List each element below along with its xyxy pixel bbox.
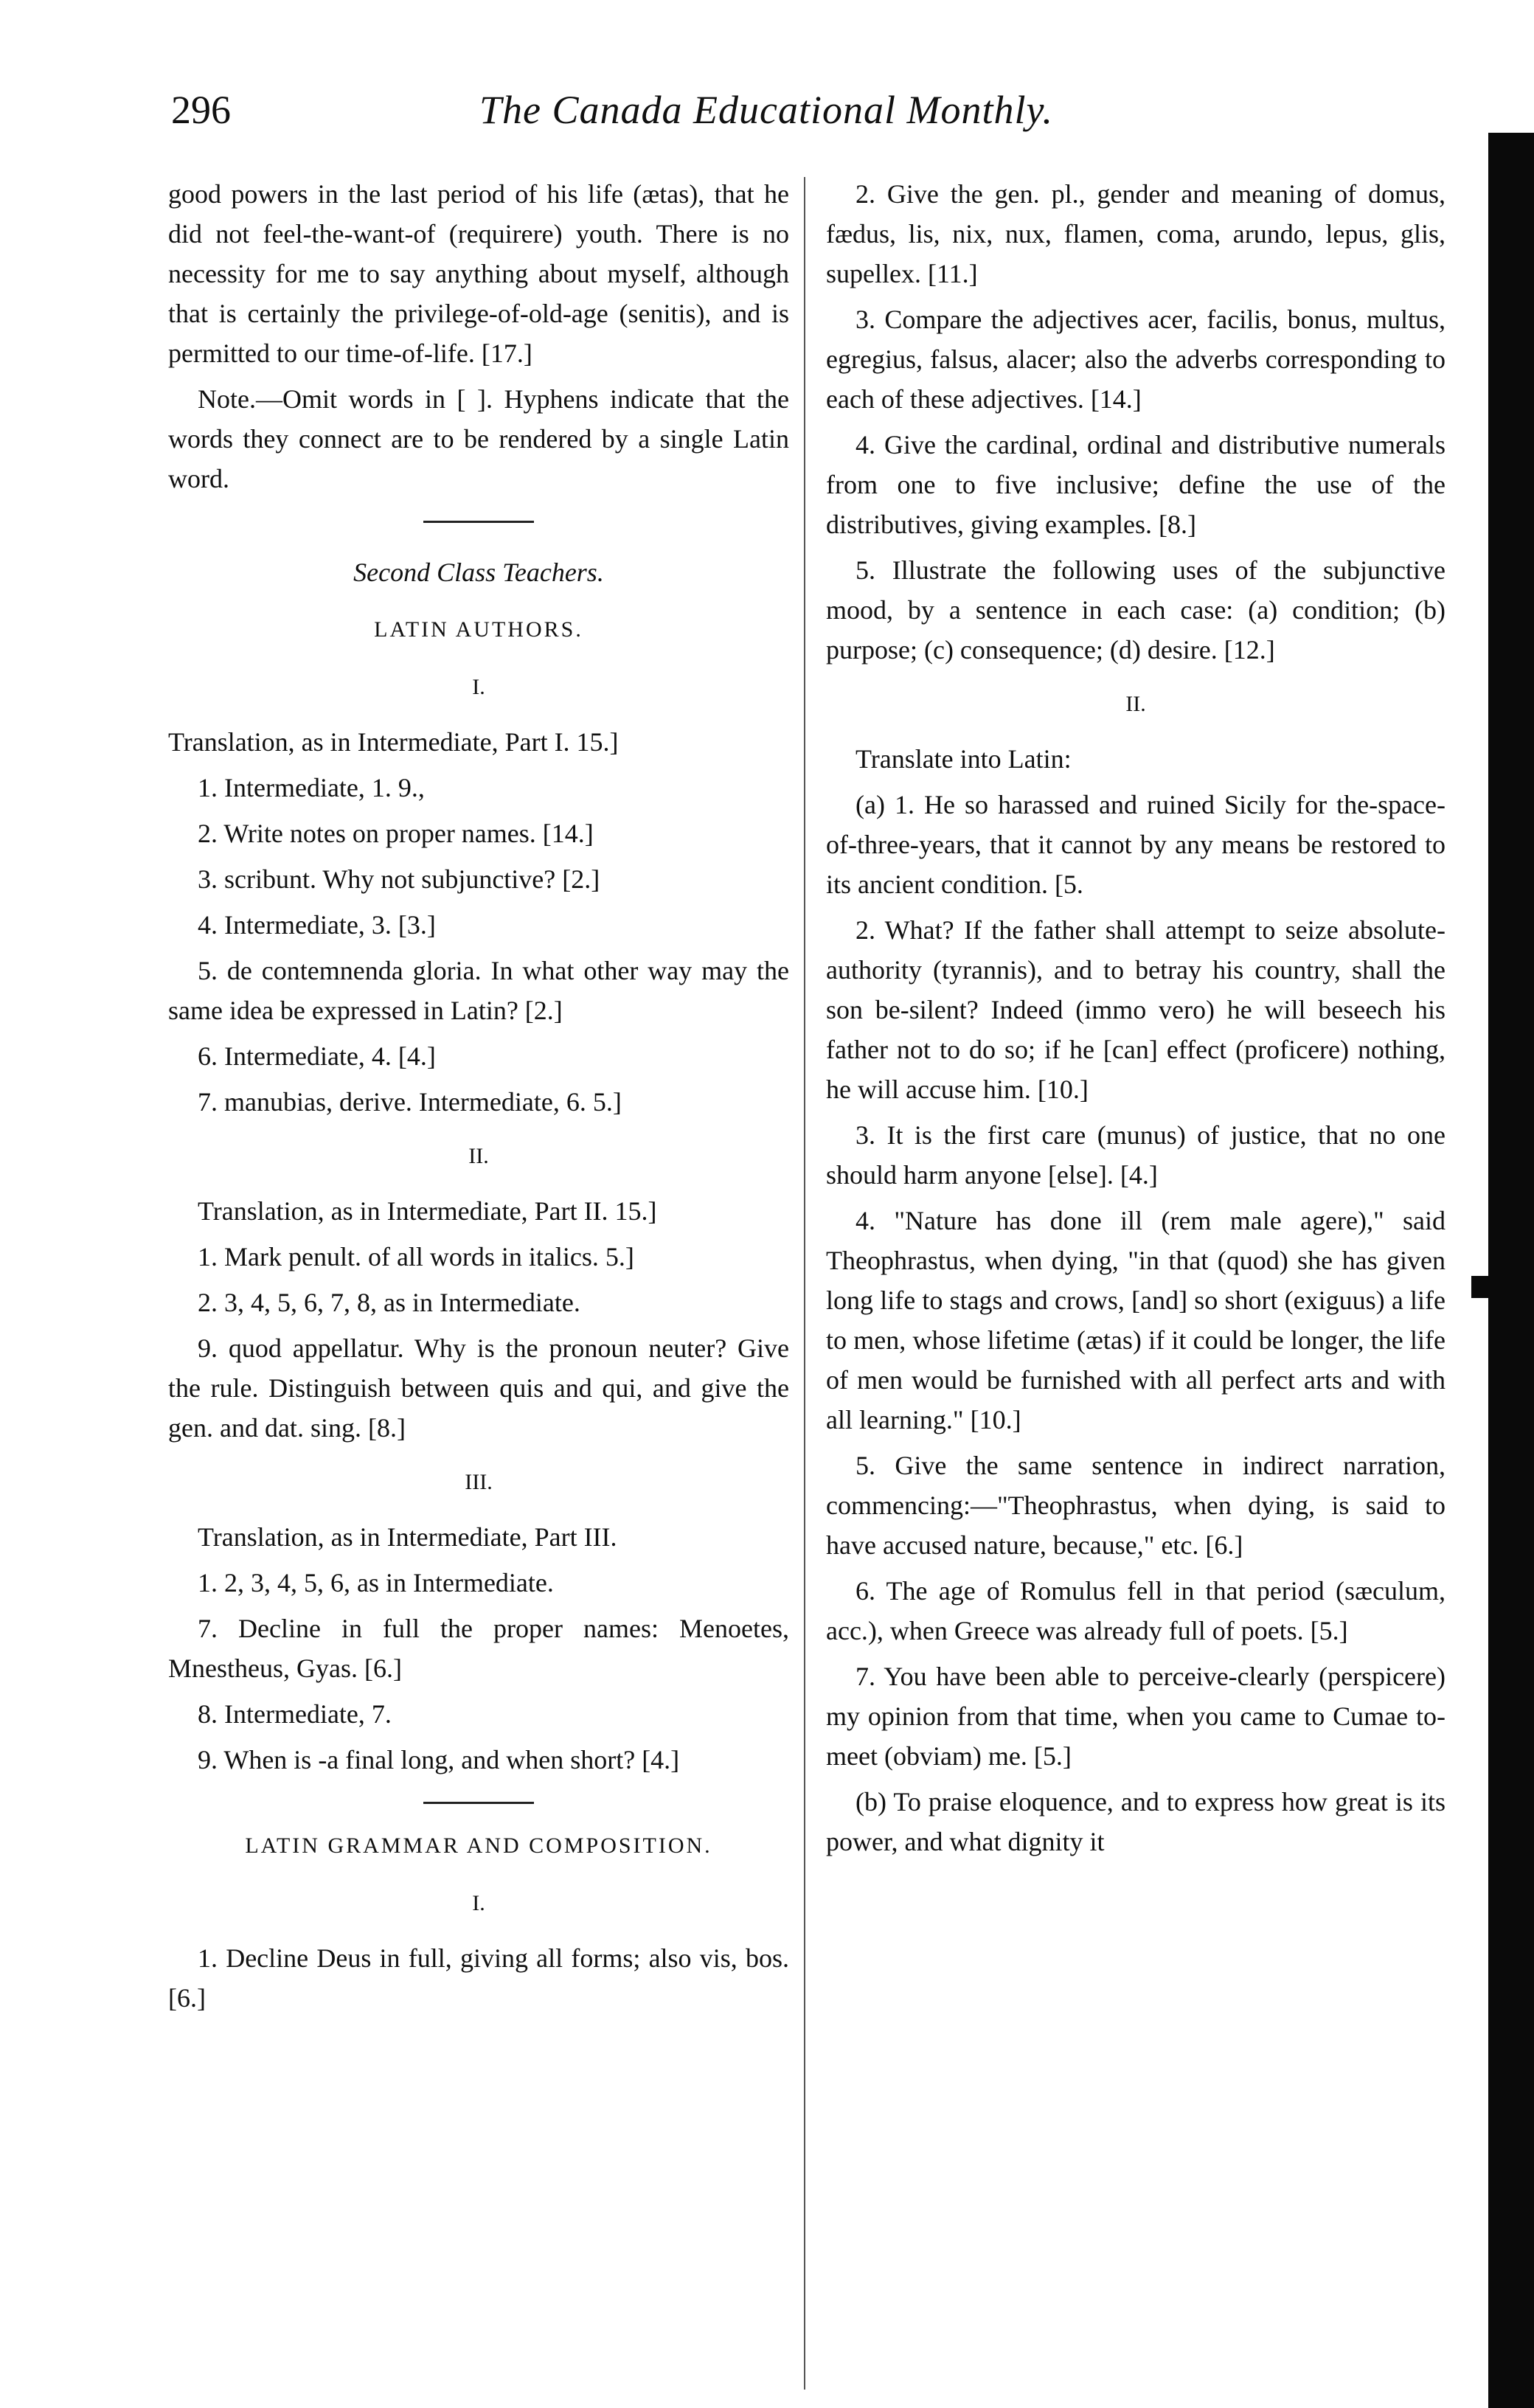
question: 8. Intermediate, 7.	[198, 1699, 392, 1729]
question: 6. The age of Romulus fell in that period (sæculum, acc.), when Greece was already full of poets. [5.]	[826, 1576, 1446, 1645]
question: 1. Intermediate, 1. 9.,	[198, 773, 425, 802]
question: (a) 1. He so harassed and ruined Sicily for the-space-of-three-years, that it cannot by any means be restored to its ancient condition. [5.	[826, 790, 1446, 899]
instruction: Translate into Latin:	[856, 744, 1072, 774]
question: 5. Give the same sentence in indirect narration, commencing:—"Theophrastus, when dying, is said to have accused nature, because," etc. [6.]	[826, 1451, 1446, 1560]
part-numeral: I.	[472, 1891, 485, 1915]
scan-edge-shadow	[1488, 133, 1534, 2408]
section-rule	[423, 1802, 534, 1804]
column-divider	[804, 177, 805, 2390]
question: 1. 2, 3, 4, 5, 6, as in Intermediate.	[198, 1568, 554, 1597]
question: 4. Intermediate, 3. [3.]	[198, 910, 436, 940]
question: 9. quod appellatur. Why is the pronoun neuter? Give the rule. Distinguish between quis and qui, and give the gen. and dat. sing. [8.]	[168, 1333, 789, 1443]
question: 3. Compare the adjectives acer, facilis, bonus, multus, egregius, falsus, alacer; also the adverbs corresponding to each of these adjectives. [14.]	[826, 305, 1446, 414]
question: 7. Decline in full the proper names: Menoetes, Mnestheus, Gyas. [6.]	[168, 1614, 789, 1683]
question: 9. When is -a final long, and when short? [4.]	[198, 1745, 680, 1774]
subsection-title: LATIN AUTHORS.	[374, 617, 583, 642]
question: 2. What? If the father shall attempt to seize absolute-authority (tyrannis), and to betray his country, shall the son be-silent? Indeed (immo vero) he will beseech his father not to do so; if he [can] effect (proficere) nothing, he will accuse him. [10.]	[826, 915, 1446, 1104]
page-number: 296	[171, 88, 231, 132]
part-numeral: II.	[1125, 692, 1146, 716]
question: 3. scribunt. Why not subjunctive? [2.]	[198, 864, 600, 894]
question: 3. It is the first care (munus) of justice, that no one should harm anyone [else]. [4.]	[826, 1120, 1446, 1190]
question: Translation, as in Intermediate, Part II. 15.]	[198, 1196, 657, 1226]
question: 4. Give the cardinal, ordinal and distributive numerals from one to five inclusive; define the use of the distributives, giving examples. [8.]	[826, 430, 1446, 539]
section-rule	[423, 521, 534, 523]
question: Translation, as in Intermediate, Part I. 15.]	[168, 727, 619, 757]
part-numeral: III.	[465, 1470, 493, 1494]
question: 2. 3, 4, 5, 6, 7, 8, as in Intermediate.	[198, 1288, 580, 1317]
grammar-title: LATIN GRAMMAR AND COMPOSITION.	[245, 1833, 712, 1858]
question: 1. Mark penult. of all words in italics. 5.]	[198, 1242, 634, 1271]
note: Note.—Omit words in [ ]. Hyphens indicate that the words they connect are to be rendered by a single Latin word.	[168, 384, 789, 493]
question: 7. You have been able to perceive-clearly (perspicere) my opinion from that time, when you came to Cumae to-meet (obviam) me. [5.]	[826, 1662, 1446, 1771]
question: 6. Intermediate, 4. [4.]	[198, 1041, 436, 1071]
question: 4. "Nature has done ill (rem male agere)," said Theophrastus, when dying, "in that (quod) she has given long life to stags and crows, [and] so short (exiguus) a life to men, whose lifetime (ætas) if it could be longer, the life of men would be furnished with all perfect arts and with all learning." [10.]	[826, 1206, 1446, 1434]
question: 1. Decline Deus in full, giving all forms; also vis, bos. [6.]	[168, 1943, 789, 2013]
question: 7. manubias, derive. Intermediate, 6. 5.]	[198, 1087, 622, 1117]
section-title: Second Class Teachers.	[353, 558, 604, 587]
question: (b) To praise eloquence, and to express how great is its power, and what dignity it	[826, 1787, 1446, 1856]
part-numeral: I.	[472, 675, 485, 699]
question: 5. Illustrate the following uses of the subjunctive mood, by a sentence in each case: (a) condition; (b) purpose; (c) consequence; (d) desire. [12.]	[826, 555, 1446, 665]
question: Translation, as in Intermediate, Part III.	[198, 1522, 617, 1552]
running-title: The Canada Educational Monthly.	[479, 88, 1053, 132]
paragraph: good powers in the last period of his life (ætas), that he did not feel-the-want-of (requirere) youth. There is no necessity for me to say anything about myself, although that is certainly the privilege-of-old-age (senitis), and is permitted to our time-of-life. [17.]	[168, 179, 789, 368]
question: 2. Write notes on proper names. [14.]	[198, 819, 594, 848]
left-column	[168, 174, 789, 2024]
question: 2. Give the gen. pl., gender and meaning of domus, fædus, lis, nix, nux, flamen, coma, arundo, lepus, glis, supellex. [11.]	[826, 179, 1446, 288]
part-numeral: II.	[468, 1144, 489, 1168]
question: 5. de contemnenda gloria. In what other way may the same idea be expressed in Latin? [2.]	[168, 956, 789, 1025]
right-column	[826, 174, 1446, 1867]
scan-edge-mark	[1471, 1276, 1490, 1298]
